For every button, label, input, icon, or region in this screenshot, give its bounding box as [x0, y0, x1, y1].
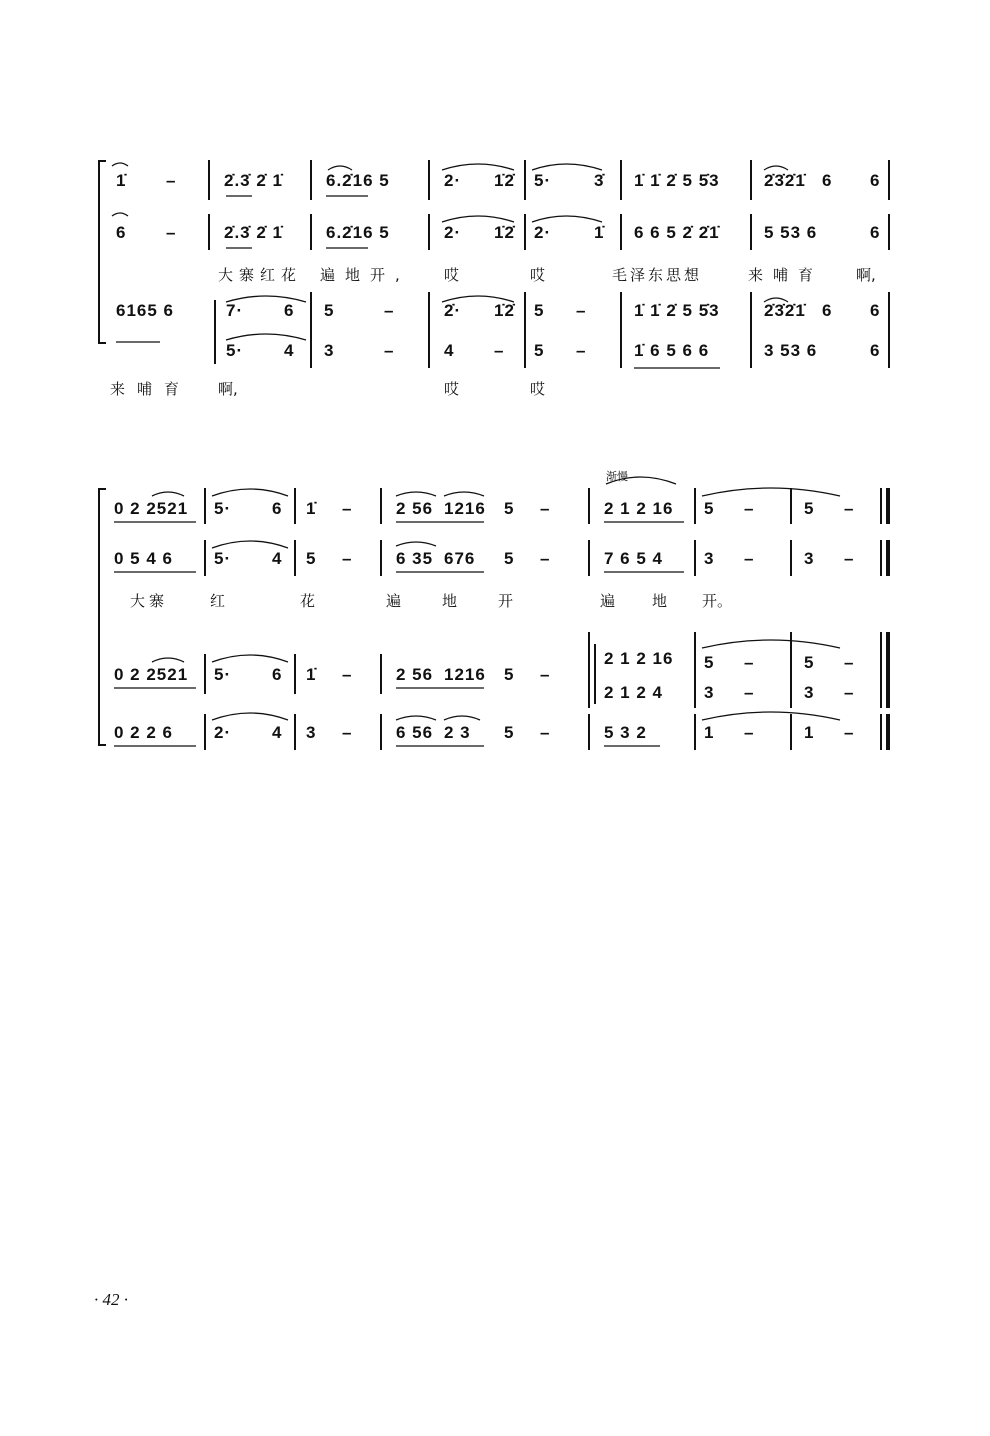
note-group: 2̇.3̇ 2̇ 1̇ — [224, 171, 283, 190]
slur — [444, 492, 484, 496]
note: 5 — [534, 301, 545, 320]
note-group: 0 2 2521 — [114, 499, 189, 518]
dash: – — [744, 683, 755, 702]
note: 5 — [534, 341, 545, 360]
note: 6 — [272, 665, 283, 684]
note: 1̇ — [306, 499, 317, 518]
note: 6 — [870, 171, 881, 190]
dash: – — [166, 223, 177, 242]
note: 1̇ — [116, 171, 127, 190]
note-group: 1̇ 1̇ 2̇ 5 5̇3 — [634, 171, 720, 190]
note: 6 — [116, 223, 127, 242]
note-group: 6.2̇16 5 — [326, 223, 390, 242]
dash: – — [844, 683, 855, 702]
slur — [396, 716, 436, 720]
lyric: 遍 — [386, 592, 402, 610]
note-group: 1216 — [444, 499, 486, 518]
note: 3 — [324, 341, 335, 360]
note: 3 — [804, 549, 815, 568]
note: 4 — [284, 341, 295, 360]
note-group: 1216 — [444, 665, 486, 684]
note: 1 — [704, 723, 715, 742]
note-group: 676 — [444, 549, 476, 568]
note: 4 — [444, 341, 455, 360]
lyric: 啊, — [218, 380, 238, 398]
lyric: 开。 — [702, 592, 733, 610]
lyric: 大寨红花 — [218, 266, 303, 284]
note-group: 6 6 5 2̇ 2̇1̇ — [634, 223, 720, 242]
note: 3 — [306, 723, 317, 742]
dash: – — [744, 653, 755, 672]
dash: – — [744, 499, 755, 518]
lyric: 毛泽东思想 — [612, 266, 703, 284]
slur — [444, 716, 480, 720]
lyric: 遍地开, — [320, 266, 410, 284]
note: 1̇2̇ — [494, 223, 515, 242]
dash: – — [844, 499, 855, 518]
dash: – — [540, 499, 551, 518]
note-group: 1̇ 1̇ 2̇ 5 5̇3 — [634, 301, 720, 320]
note-group: 5 3 2 — [604, 723, 647, 742]
note-group: 6165 6 — [116, 301, 174, 320]
dash: – — [342, 665, 353, 684]
lyric: 啊, — [856, 266, 876, 284]
note-group: 0 2 2521 — [114, 665, 189, 684]
note: 2̇· — [444, 301, 462, 320]
dash: – — [342, 499, 353, 518]
note-group: 2 1 2 4 — [604, 683, 663, 702]
note: 2· — [214, 723, 232, 742]
dash: – — [540, 723, 551, 742]
note: 5 — [704, 499, 715, 518]
lyric: 地 — [442, 592, 458, 610]
note: 1̇ — [306, 665, 317, 684]
dash: – — [844, 653, 855, 672]
note: 1 — [804, 723, 815, 742]
dash: – — [384, 341, 395, 360]
note: 2· — [444, 171, 462, 190]
note: 6 — [870, 223, 881, 242]
note-group: 2 56 — [396, 499, 434, 518]
note: 5 — [306, 549, 317, 568]
note: 5 — [504, 723, 515, 742]
note-group: 2̇3̇2̇1̇ — [764, 171, 806, 190]
note-group: 3 53 6 — [764, 341, 818, 360]
dash: – — [540, 665, 551, 684]
note: 5· — [214, 499, 232, 518]
slur — [702, 488, 840, 496]
note-group: 2 1 2 16 — [604, 499, 674, 518]
note: 5 — [504, 665, 515, 684]
slur — [212, 541, 288, 548]
slur — [152, 492, 184, 496]
dash: – — [166, 171, 177, 190]
note: 2· — [534, 223, 552, 242]
note-group: 1̇ 6 5 6 6 — [634, 341, 710, 360]
note-group: 7 6 5 4 — [604, 549, 663, 568]
note: 5· — [214, 665, 232, 684]
slur — [212, 655, 288, 662]
slur — [396, 542, 436, 546]
note-group: 0 5 4 6 — [114, 549, 173, 568]
lyric: 花 — [300, 592, 316, 610]
note: 5 — [704, 653, 715, 672]
note-group: 2 3 — [444, 723, 471, 742]
note-group: 6.2̇16 5 — [326, 171, 390, 190]
page-number: · 42 · — [94, 1290, 128, 1309]
slur — [212, 713, 288, 720]
lyric: 来哺育 — [110, 380, 192, 398]
lyric: 遍 — [600, 592, 616, 610]
dash: – — [576, 301, 587, 320]
note-group: 2̇3̇2̇1̇ — [764, 301, 806, 320]
lyric: 红 — [210, 592, 226, 610]
lyric: 开 — [498, 592, 514, 610]
note: 1̇2̇ — [494, 171, 515, 190]
dash: – — [576, 341, 587, 360]
note: 6 — [870, 301, 881, 320]
dash: – — [744, 549, 755, 568]
note-group: 0 2 2 6 — [114, 723, 173, 742]
dash: – — [342, 549, 353, 568]
note: 6 — [284, 301, 295, 320]
dash: – — [844, 549, 855, 568]
note: 5 — [804, 653, 815, 672]
note-group: 5 53 6 — [764, 223, 818, 242]
dash: – — [844, 723, 855, 742]
dash: – — [744, 723, 755, 742]
note: 6 — [822, 171, 833, 190]
note: 2· — [444, 223, 462, 242]
note: 3 — [704, 549, 715, 568]
slur — [396, 492, 436, 496]
note-group: 2̇.3̇ 2̇ 1̇ — [224, 223, 283, 242]
note: 6 — [272, 499, 283, 518]
lyric: 哎 — [530, 266, 546, 284]
lyric: 哎 — [444, 380, 460, 398]
lyric: 哎 — [444, 266, 460, 284]
dash: – — [494, 341, 505, 360]
lyric: 地 — [652, 592, 668, 610]
note: 6 — [870, 341, 881, 360]
note: 5 — [504, 549, 515, 568]
note: 5 — [804, 499, 815, 518]
dash: – — [384, 301, 395, 320]
note: 6 — [822, 301, 833, 320]
slur — [702, 640, 840, 648]
lyric: 大寨 — [130, 592, 169, 610]
note: 5· — [534, 171, 552, 190]
note-group: 2 56 — [396, 665, 434, 684]
dash: – — [342, 723, 353, 742]
dash: – — [540, 549, 551, 568]
note: 5 — [324, 301, 335, 320]
slur — [152, 658, 184, 662]
note: 5 — [504, 499, 515, 518]
note: 7· — [226, 301, 244, 320]
lyric: 哎 — [530, 380, 546, 398]
note-group: 6 56 — [396, 723, 434, 742]
lyric: 来哺育 — [748, 266, 824, 284]
note-group: 2 1 2 16 — [604, 649, 674, 668]
note: 5· — [226, 341, 244, 360]
note: 4 — [272, 549, 283, 568]
note: 1̇ — [594, 223, 605, 242]
note: 3 — [804, 683, 815, 702]
note: 3 — [704, 683, 715, 702]
slur — [702, 712, 840, 720]
note-group: 6 35 — [396, 549, 434, 568]
slur — [606, 477, 676, 484]
slur — [212, 489, 288, 496]
note: 4 — [272, 723, 283, 742]
note: 3̇ — [594, 171, 605, 190]
note: 5· — [214, 549, 232, 568]
note: 1̇2̇ — [494, 301, 515, 320]
tempo-marking: 渐慢 — [606, 470, 628, 483]
